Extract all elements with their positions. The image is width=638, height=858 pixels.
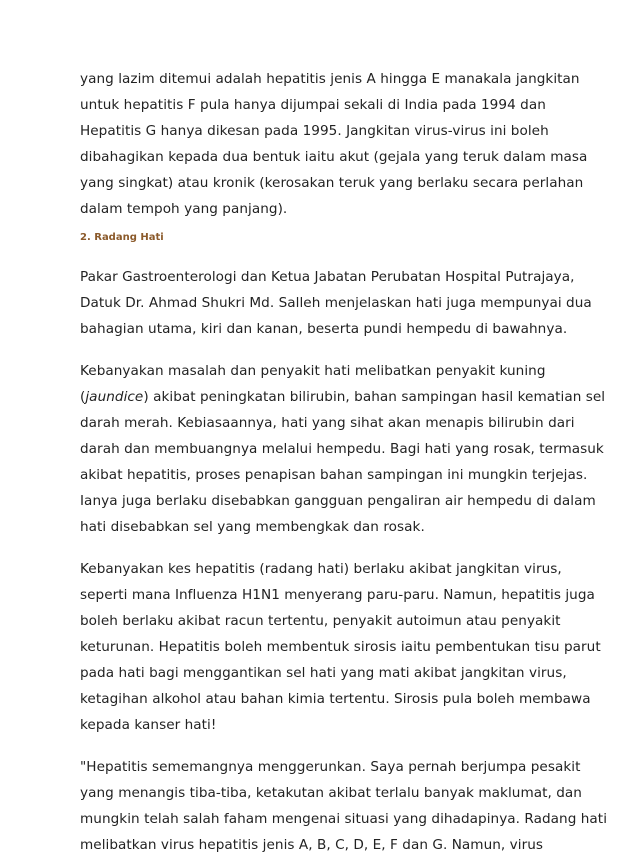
text-line: darah merah. Kebiasaannya, hati yang sihat akan menapis bilirubin dari [80,415,575,431]
text-line: untuk hepatitis F pula hanya dijumpai sekali di India pada 1994 dan [80,97,546,113]
text-line: seperti mana Influenza H1N1 menyerang paru-paru. Namun, hepatitis juga [80,587,595,603]
paragraph-jaundice [80,358,606,540]
text-line-mixed [80,384,606,410]
text-line: dibahagikan kepada dua bentuk iaitu akut (gejala yang teruk dalam masa [80,149,588,165]
text-line: bahagian utama, kiri dan kanan, beserta pundi hempedu di bawahnya. [80,321,568,337]
paragraph-intro [80,66,588,222]
text-line: Datuk Dr. Ahmad Shukri Md. Salleh menjelaskan hati juga mempunyai dua [80,295,592,311]
text-line: yang menangis tiba-tiba, ketakutan akibat terlalu banyak maklumat, dan [80,785,582,801]
paragraph-specialist [80,264,592,342]
text-line: Kebanyakan kes hepatitis (radang hati) berlaku akibat jangkitan virus, [80,561,562,577]
text-line: ketagihan alkohol atau bahan kimia tertentu. Sirosis pula boleh membawa [80,691,591,707]
text-line: mungkin telah salah faham mengenai situasi yang dihadapinya. Radang hati [80,811,608,827]
paren-open: ( [80,389,86,405]
text-line: keturunan. Hepatitis boleh membentuk sirosis iaitu pembentukan tisu parut [80,639,601,655]
text-fragment: ) akibat peningkatan bilirubin, bahan sampingan hasil kematian sel [143,389,606,405]
text-line: pada hati bagi menggantikan sel hati yang mati akibat jangkitan virus, [80,665,567,681]
text-line: Kebanyakan masalah dan penyakit hati melibatkan penyakit kuning [80,363,546,379]
paragraph-causes [80,556,601,738]
text-line: akibat hepatitis, proses penapisan bahan sampingan ini mungkin terjejas. [80,467,588,483]
text-line: Pakar Gastroenterologi dan Ketua Jabatan Perubatan Hospital Putrajaya, [80,269,575,285]
document-page [80,66,608,858]
text-line: "Hepatitis sememangnya menggerunkan. Saya pernah berjumpa pesakit [80,759,581,775]
text-line: Hepatitis G hanya dikesan pada 1995. Jangkitan virus-virus ini boleh [80,123,549,139]
italic-term: jaundice [85,389,144,405]
text-line: melibatkan virus hepatitis jenis A, B, C, D, E, F dan G. Namun, virus [80,837,544,853]
text-line: darah dan membuangnya melalui hempedu. Bagi hati yang rosak, termasuk [80,441,604,457]
text-line: kepada kanser hati! [80,717,217,733]
text-line: boleh berlaku akibat racun tertentu, penyakit autoimun atau penyakit [80,613,561,629]
text-line: Ianya juga berlaku disebabkan gangguan pengaliran air hempedu di dalam [80,493,596,509]
paragraph-quote [80,754,608,858]
text-line: yang lazim ditemui adalah hepatitis jenis A hingga E manakala jangkitan [80,71,580,87]
text-line: hati disebabkan sel yang membengkak dan rosak. [80,519,425,535]
text-line: yang singkat) atau kronik (kerosakan teruk yang berlaku secara perlahan [80,175,584,191]
text-line: dalam tempoh yang panjang). [80,201,288,217]
section-heading: 2. Radang Hati [80,232,164,243]
